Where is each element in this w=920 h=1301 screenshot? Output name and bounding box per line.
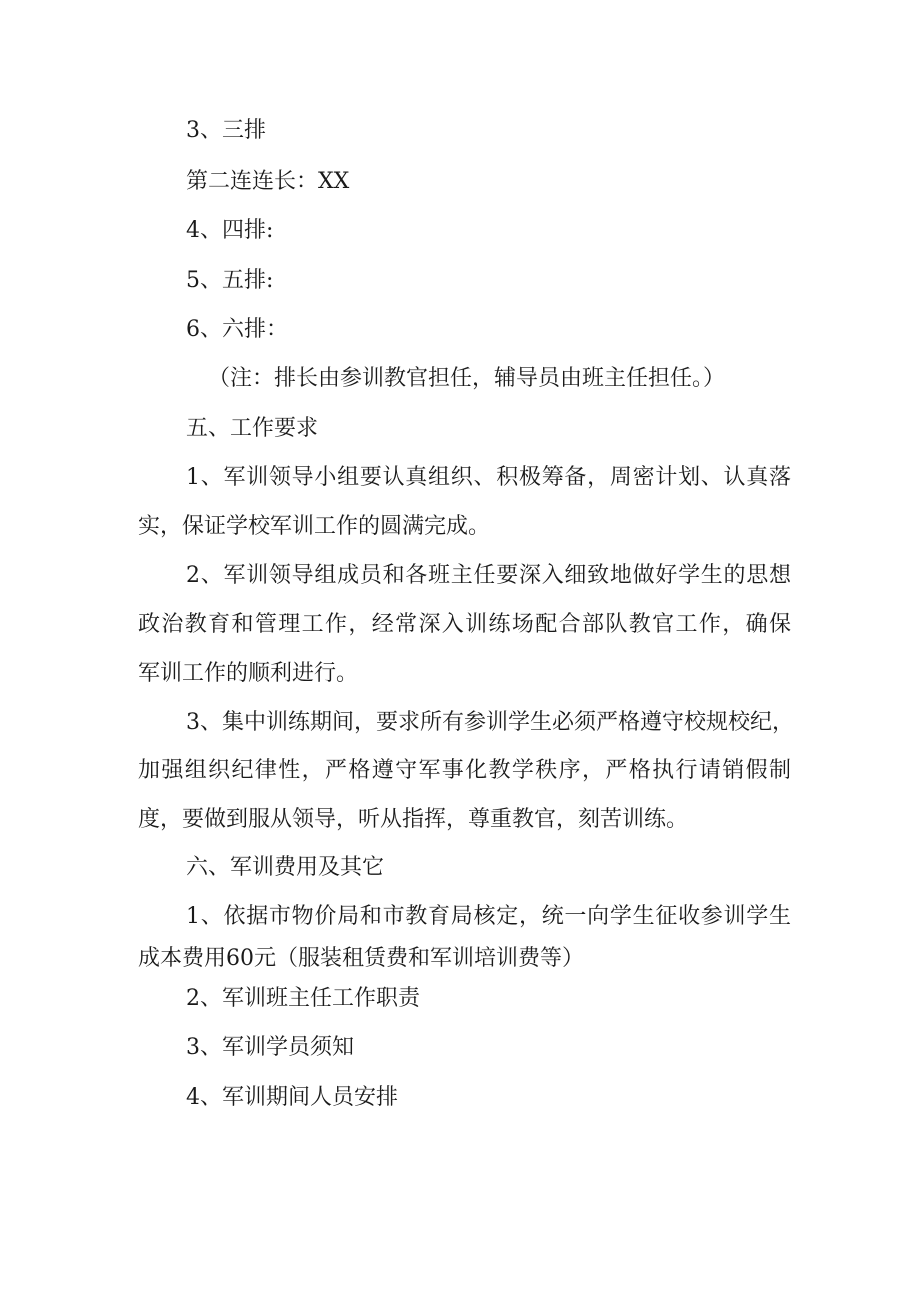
platoon-6-line: 6、六排： xyxy=(186,317,288,342)
section-6-heading: 六、军训费用及其它 xyxy=(186,855,385,880)
fee-1-line-2: 成本费用60元（服装租赁费和军训培训费等） xyxy=(138,946,584,971)
platoon-5-line: 5、五排: xyxy=(186,268,274,293)
requirement-3-line-1: 3、集中训练期间，要求所有参训学生必须严格遵守校规校纪， xyxy=(186,710,794,735)
requirement-3-line-3: 度，要做到服从领导，听从指挥，尊重教官，刻苦训练。 xyxy=(138,807,689,832)
item-2-line: 2、军训班主任工作职责 xyxy=(186,986,420,1011)
platoon-4-line: 4、四排: xyxy=(186,218,274,243)
requirement-2-line-2: 政治教育和管理工作，经常深入训练场配合部队教官工作，确保 xyxy=(138,612,791,637)
section-5-heading: 五、工作要求 xyxy=(186,416,319,441)
item-3-line: 3、军训学员须知 xyxy=(186,1035,354,1060)
requirement-2-line-1: 2、军训领导组成员和各班主任要深入细致地做好学生的思想 xyxy=(186,563,791,588)
requirement-3-line-2: 加强组织纪律性，严格遵守军事化教学秩序，严格执行请销假制 xyxy=(138,758,791,783)
company-2-commander-line: 第二连连长：XX xyxy=(186,169,350,194)
note-line: （注：排长由参训教官担任，辅导员由班主任担任。） xyxy=(208,366,726,391)
requirement-2-line-3: 军训工作的顺利进行。 xyxy=(138,661,359,686)
requirement-1-line-1: 1、军训领导小组要认真组织、积极筹备，周密计划、认真落 xyxy=(186,465,791,490)
platoon-3-line: 3、三排 xyxy=(186,118,266,143)
item-4-line: 4、军训期间人员安排 xyxy=(186,1085,398,1110)
requirement-1-line-2: 实，保证学校军训工作的圆满完成。 xyxy=(138,514,491,539)
fee-1-line-1: 1、依据市物价局和市教育局核定，统一向学生征收参训学生 xyxy=(186,904,791,929)
